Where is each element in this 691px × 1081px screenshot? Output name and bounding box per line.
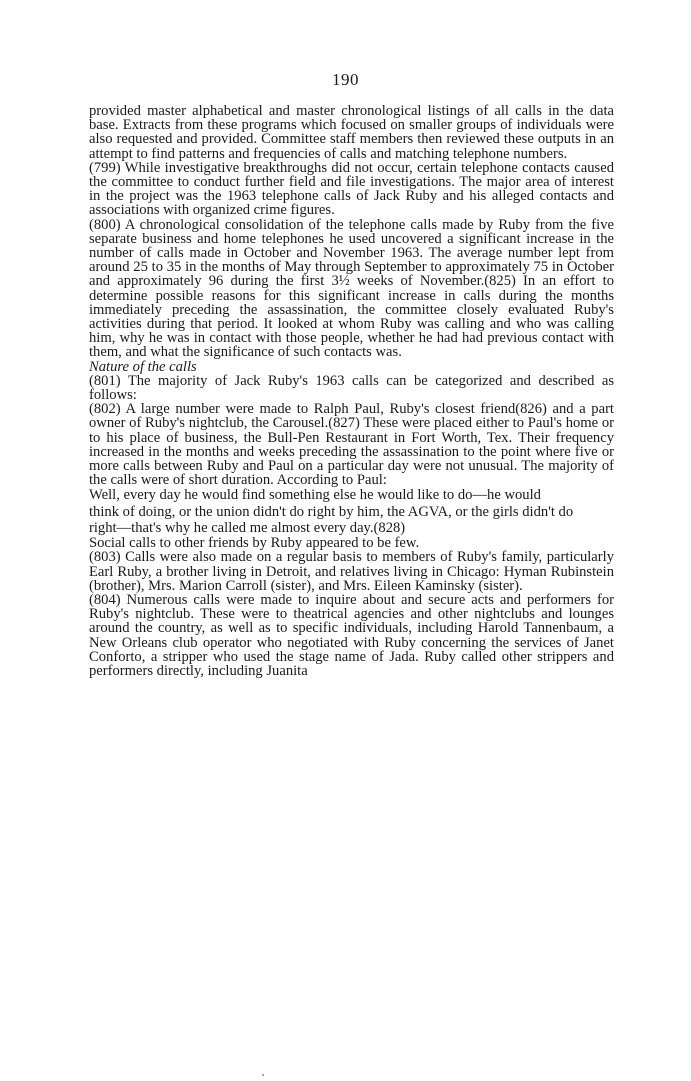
paragraph-800: (800) A chronological consolidation of the telephone calls made by Ruby from the five separate business and home telephones he used uncovered a significant increase in the number of calls made in October and November 1963. The average number lept from around 25 to 35 in the months of May through September to approximately 75 in October and approximately 96 during the first 3½ weeks of November.(825) In an effort to determine possible reasons for this significant increase in calls during the months immediately preceding the assassination, the committee closely evaluated Ruby's activities during that period. It looked at whom Ruby was calling and who was calling him, why he was in contact with those people, whether he had had previous contact with them, and what the significance of such contacts was. (89, 216, 614, 361)
page-number: 190 (332, 70, 359, 89)
paragraph-social-calls: Social calls to other friends by Ruby appeared to be few. (89, 535, 420, 552)
block-quote: Well, every day he would find something else he would like to do—he would think of doing, or the union didn't do right by him, the AGVA, or the girls didn't do right—that's why he called me almost every day.(828) (89, 487, 574, 536)
paragraph-804: (804) Numerous calls were made to inquire about and secure acts and performers for Ruby's nightclub. These were to theatrical agencies and other nightclubs and lounges around the country, as well as to specific individuals, including Harold Tannenbaum, a New Orleans club operator who negotiated with Ruby concerning the services of Janet Conforto, a stripper who used the stage name of Jada. Ruby called other strippers and performers directly, including Juanita (89, 591, 614, 679)
paragraph-continued: provided master alphabetical and master chronological listings of all calls in the data base. Extracts from these programs which focused on smaller groups of individuals were also requested and provided. Committee staff members then reviewed these outputs in an attempt to find patterns and frequencies of calls and matching telephone numbers. (89, 103, 614, 162)
paragraph-801: (801) The majority of Jack Ruby's 1963 calls can be categorized and described as follows: (89, 372, 614, 404)
body-text (89, 104, 614, 678)
paragraph-799: (799) While investigative breakthroughs did not occur, certain telephone contacts caused the committee to conduct further field and file investigations. The major area of interest in the project was the 1963 telephone calls of Jack Ruby and his alleged contacts and associations with organized crime figures. (89, 159, 614, 219)
section-heading: Nature of the calls (89, 358, 197, 375)
paragraph-803: (803) Calls were also made on a regular basis to members of Ruby's family, particularly Earl Ruby, a brother living in Detroit, and relatives living in Chicago: Hyman Rubinstein (brother), Mrs. Marion Carroll (sister), and Mrs. Eileen Kaminsky (sister). (89, 549, 614, 594)
scan-speck (262, 1074, 264, 1076)
paragraph-802: (802) A large number were made to Ralph Paul, Ruby's closest friend(826) and a part owner of Ruby's nightclub, the Carousel.(827) These were placed either to Paul's home or to his place of business, the Bull-Pen Restaurant in Fort Worth, Tex. Their frequency increased in the months and weeks preceding the assassination to the point where five or more calls between Ruby and Paul on a particular day were not unusual. The majority of the calls were of short duration. According to Paul: (89, 401, 614, 489)
